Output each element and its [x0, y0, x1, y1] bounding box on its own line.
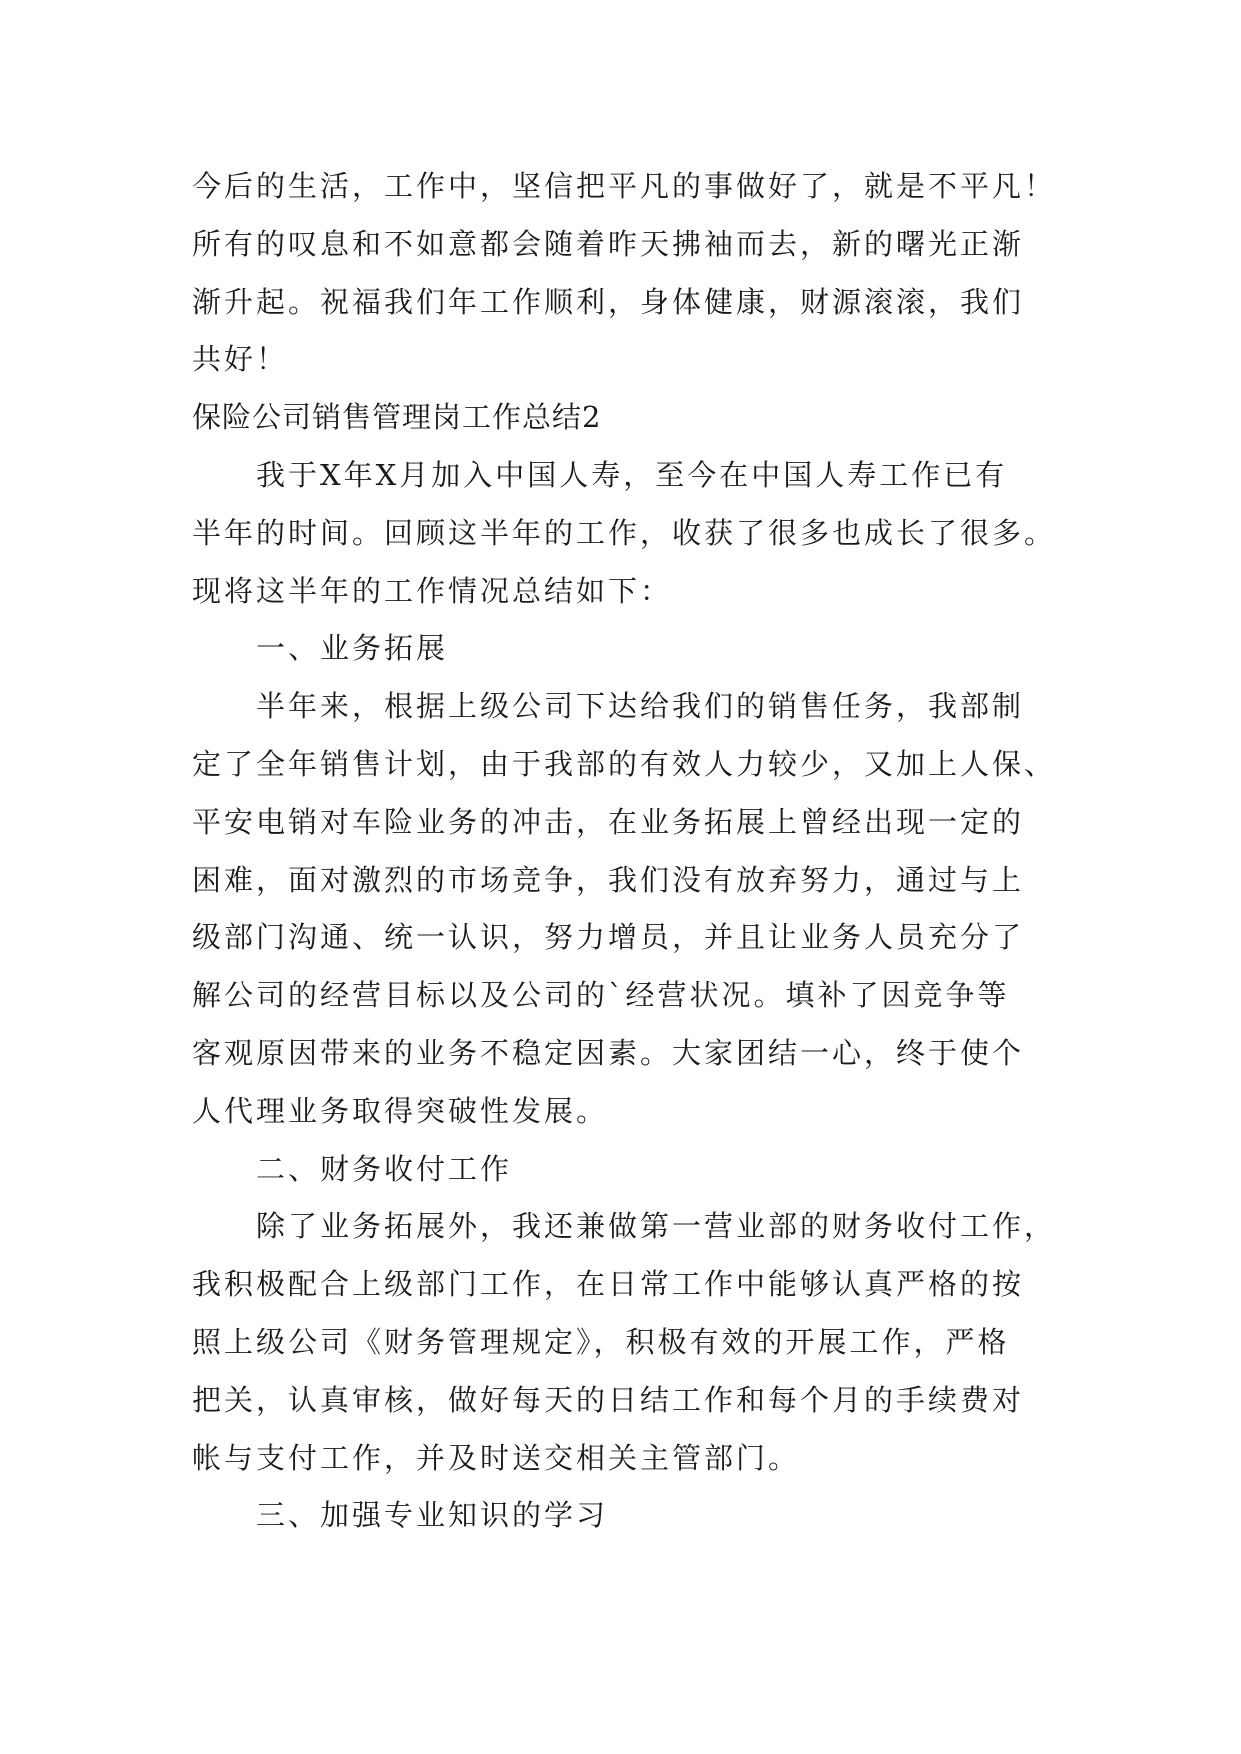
- text-line: 渐升起。祝福我们年工作顺利，身体健康，财源滚滚，我们: [192, 284, 1025, 319]
- subsection-heading: 三、加强专业知识的学习: [256, 1498, 609, 1533]
- text-line: 级部门沟通、统一认识，努力增员，并且让业务人员充分了: [192, 920, 1025, 955]
- text-line: 平安电销对车险业务的冲击，在业务拓展上曾经出现一定的: [192, 804, 1025, 839]
- text-line: 把关，认真审核，做好每天的日结工作和每个月的手续费对: [192, 1382, 1025, 1417]
- text-line: 所有的叹息和不如意都会随着昨天拂袖而去，新的曙光正渐: [192, 226, 1025, 261]
- subsection-heading: 一、业务拓展: [256, 631, 449, 666]
- text-line: 半年的时间。回顾这半年的工作，收获了很多也成长了很多。: [192, 515, 1057, 550]
- text-line: 今后的生活，工作中，坚信把平凡的事做好了，就是不平凡！: [192, 169, 1057, 203]
- text-line: 照上级公司《财务管理规定》，积极有效的开展工作，严格: [192, 1324, 1010, 1359]
- text-line: 我积极配合上级部门工作，在日常工作中能够认真严格的按: [192, 1267, 1025, 1302]
- text-line: 现将这半年的工作情况总结如下：: [192, 573, 673, 608]
- document-body: [192, 158, 1057, 1545]
- text-line: 困难，面对激烈的市场竞争，我们没有放弃努力，通过与上: [192, 862, 1025, 897]
- text-line: 共好！: [192, 342, 289, 377]
- text-line: 客观原因带来的业务不稳定因素。大家团结一心，终于使个: [192, 1035, 1025, 1070]
- text-line: 解公司的经营目标以及公司的`经营状况。填补了因竞争等: [192, 978, 1010, 1013]
- text-line: 除了业务拓展外，我还兼做第一营业部的财务收付工作，: [256, 1209, 1057, 1244]
- text-line: 半年来，根据上级公司下达给我们的销售任务，我部制: [256, 689, 1025, 724]
- text-line: 我于X年X月加入中国人寿，至今在中国人寿工作已有: [256, 457, 1008, 492]
- text-line: 帐与支付工作，并及时送交相关主管部门。: [192, 1440, 801, 1475]
- section-title: 保险公司销售管理岗工作总结2: [192, 400, 602, 435]
- text-line: 定了全年销售计划，由于我部的有效人力较少，又加上人保、: [192, 746, 1057, 781]
- text-line: 人代理业务取得突破性发展。: [192, 1093, 609, 1128]
- subsection-heading: 二、财务收付工作: [256, 1151, 513, 1186]
